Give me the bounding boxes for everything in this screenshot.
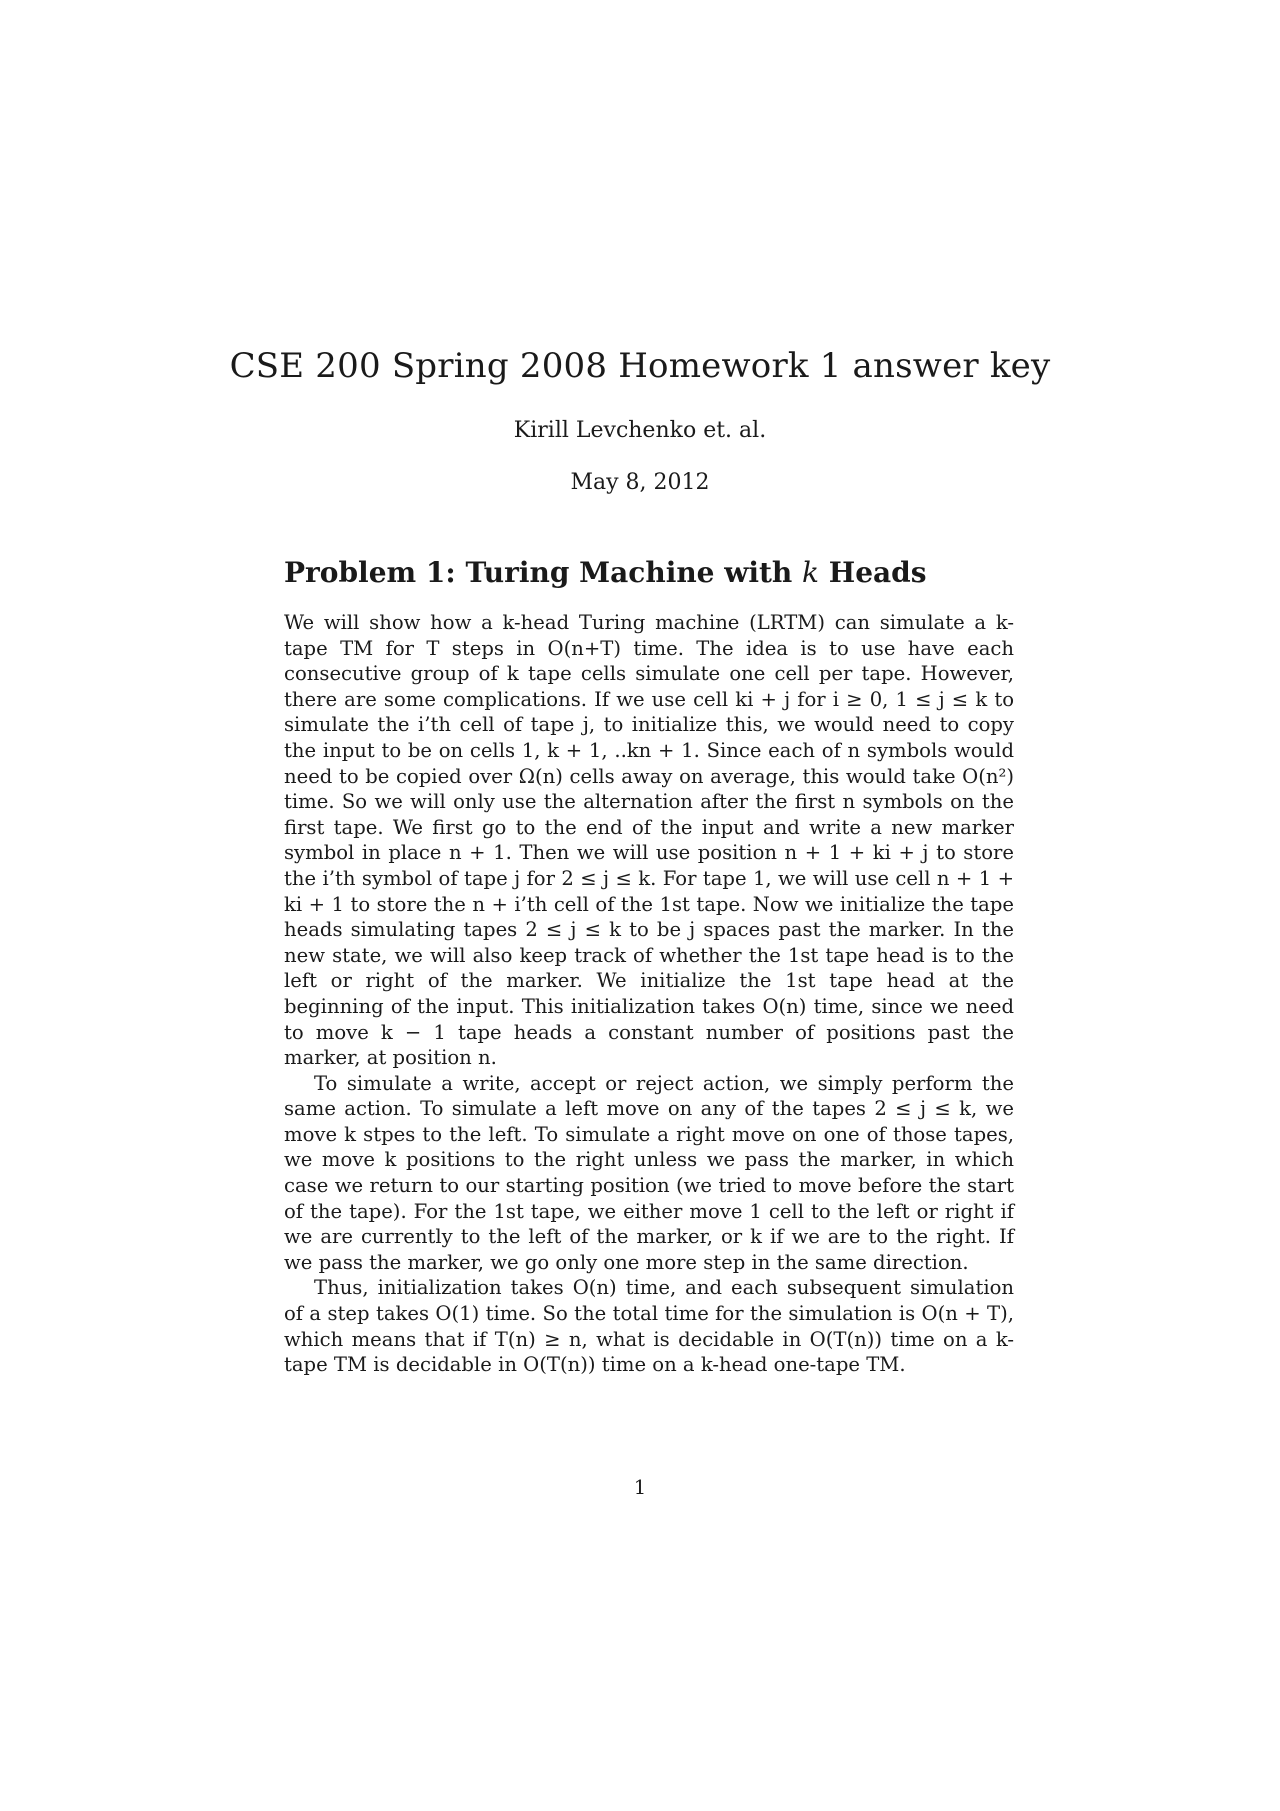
page-number: 1 (633, 1476, 647, 1499)
document-author: Kirill Levchenko et. al. (513, 418, 767, 443)
paragraph-2: To simulate a write, accept or reject action, we simply perform the same action. To simulate a left move on any of the tapes 2 ≤ j ≤ k, we move k stpes to the left. To simulate a right move on one of those tapes, we move k positions to the right unless we pass the marker, in which case we return to our starting position (we tried to move before the start of the tape). For the 1st tape, we either move 1 cell to the left or right if we are currently to the left of the marker, or k if we are to the right. If we pass the marker, we go only one more step in the same direction. (284, 1071, 1014, 1274)
document-title: CSE 200 Spring 2008 Homework 1 answer key (229, 346, 1051, 386)
section-heading-variable: k (802, 556, 819, 589)
section-heading-prefix: Problem 1: Turing Machine with (284, 556, 803, 589)
section-heading (284, 556, 1014, 589)
section-body (284, 610, 1014, 1378)
document-date: May 8, 2012 (570, 470, 710, 495)
paragraph-3: Thus, initialization takes O(n) time, and each subsequent simulation of a step takes O(1) time. So the total time for the simulation is O(n + T), which means that if T(n) ≥ n, what is decidable in O(T(n)) time on a k-tape TM is decidable in O(T(n)) time on a k-head one-tape TM. (284, 1276, 1014, 1377)
paragraph-1: We will show how a k-head Turing machine (LRTM) can simulate a k-tape TM for T steps in O(n+T) time. The idea is to use have each consecutive group of k tape cells simulate one cell per tape. However, there are some complications. If we use cell ki + j for i ≥ 0, 1 ≤ j ≤ k to simulate the i’th cell of tape j, to initialize this, we would need to copy the input to be on cells 1, k + 1, ..kn + 1. Since each of n symbols would need to be copied over Ω(n) cells away on average, this would take O(n²) time. So we will only use the alternation after the first n symbols on the first tape. We first go to the end of the input and write a new marker symbol in place n + 1. Then we will use position n + 1 + ki + j to store the i’th symbol of tape j for 2 ≤ j ≤ k. For tape 1, we will use cell n + 1 + ki + 1 to store the n + i’th cell of the 1st tape. Now we initialize the tape heads simulating tapes 2 ≤ j ≤ k to be j spaces past the marker. In the new state, we will also keep track of whether the 1st tape head is to the left or right of the marker. We initialize the 1st tape head at the beginning of the input. This initialization takes O(n) time, since we need to move k − 1 tape heads a constant number of positions past the marker, at position n. (284, 611, 1014, 1070)
section-heading-suffix: Heads (819, 556, 927, 589)
